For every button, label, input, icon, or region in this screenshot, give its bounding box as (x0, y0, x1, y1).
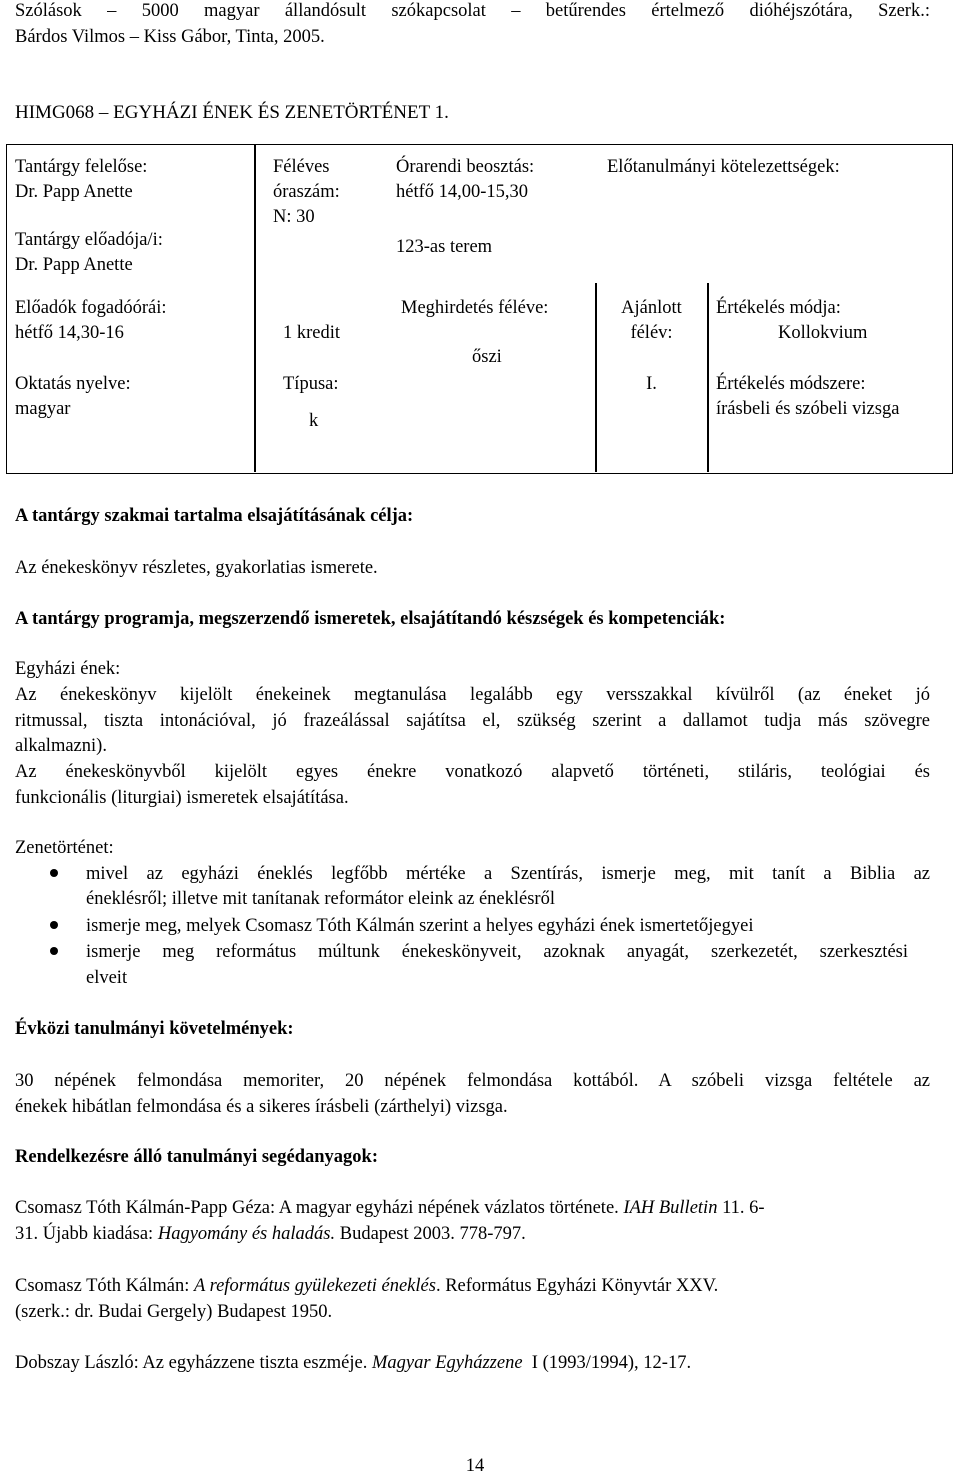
reference-line-1: Szólások – 5000 magyar állandósult szókapcsolat – betűrendes értelmező dióhéjszótára, Szerk.: (15, 1, 930, 21)
meghirdetes-label: Meghirdetés féléve: (401, 298, 549, 318)
meghirdetes-value: őszi (472, 347, 502, 367)
page-number: 14 (465, 1456, 485, 1476)
eloado-value: Dr. Papp Anette (15, 255, 133, 275)
bullet-2: ismerje meg, melyek Csomasz Tóth Kálmán szerint a helyes egyházi ének ismertetőjegyei (86, 916, 754, 936)
program-p1-line-2: ritmussal, tiszta intonációval, jó frazeálással sajátítsa el, szükség szerint a dallamot tudja más szövegre (15, 711, 930, 731)
ertekeles-modszere-label: Értékelés módszere: (716, 374, 866, 394)
program-p1-line-1: Az énekeskönyv kijelölt énekeinek megtanulása legalább egy versszakkal kívülről (az éneket jó (15, 685, 930, 705)
felelos-label: Tantárgy felelőse: (15, 157, 148, 177)
bullet-icon (50, 921, 58, 929)
course-title: HIMG068 – EGYHÁZI ÉNEK ÉS ZENETÖRTÉNET 1. (15, 102, 449, 123)
reference-3: Dobszay László: Az egyházzene tiszta eszméje. Magyar Egyházzene I (1993/1994), 12-17. (15, 1353, 692, 1373)
fogado-label: Előadók fogadóórái: (15, 298, 167, 318)
ertekeles-modja-value: Kollokvium (778, 323, 868, 343)
reference-2-line-1: Csomasz Tóth Kálmán: A református gyülekezeti éneklés. Református Egyházi Könyvtár XXV. (15, 1276, 719, 1296)
oraszam-value: N: 30 (273, 207, 315, 227)
oraszam-label-2: óraszám: (273, 182, 340, 202)
ertekeles-modszere-value: írásbeli és szóbeli vizsga (716, 399, 900, 419)
program-p2-line-1: Az énekeskönyvből kijelölt egyes énekre vonatkozó alapvető történeti, stiláris, teológiai és (15, 762, 930, 782)
ajanlott-value: I. (646, 374, 657, 394)
cel-heading: A tantárgy szakmai tartalma elsajátításának célja: (15, 506, 414, 526)
bullet-3-line-2: elveit (86, 968, 128, 988)
program-p2-line-2: funkcionális (liturgiai) ismeretek elsajátítása. (15, 788, 349, 808)
program-p1-line-3: alkalmazni). (15, 736, 107, 756)
table-divider-v1 (254, 145, 256, 472)
oraszam-label-1: Féléves (273, 157, 330, 177)
ajanlott-label-2: félév: (630, 323, 673, 343)
bullet-3-line-1: ismerje meg református múltunk énekeskönyveit, azoknak anyagát, szerkezetét, szerkesztési (86, 942, 908, 962)
table-divider-v3 (707, 283, 709, 472)
evkozi-line-1: 30 népének felmondása memoriter, 20 népének felmondása kottából. A szóbeli vizsga feltétele az (15, 1071, 930, 1091)
ertekeles-modja-label: Értékelés módja: (716, 298, 841, 318)
orarend-label: Órarendi beosztás: (396, 157, 535, 177)
eloado-label: Tantárgy előadója/i: (15, 230, 163, 250)
nyelv-label: Oktatás nyelve: (15, 374, 131, 394)
bullet-1-line-1: mivel az egyházi éneklés legfőbb mértéke a Szentírás, ismerje meg, mit tanít a Biblia az (86, 864, 930, 884)
reference-line-2: Bárdos Vilmos – Kiss Gábor, Tinta, 2005. (15, 27, 325, 47)
bullet-icon (50, 947, 58, 955)
evkozi-heading: Évközi tanulmányi követelmények: (15, 1019, 294, 1039)
evkozi-line-2: énekek hibátlan felmondása és a sikeres írásbeli (zárthelyi) vizsga. (15, 1097, 508, 1117)
reference-2-line-2: (szerk.: dr. Budai Gergely) Budapest 1950. (15, 1302, 333, 1322)
nyelv-value: magyar (15, 399, 71, 419)
elotanulmanyi-label: Előtanulmányi kötelezettségek: (607, 157, 840, 177)
kredit-value: 1 kredit (283, 323, 341, 343)
reference-1-line-1: Csomasz Tóth Kálmán-Papp Géza: A magyar egyházi népének vázlatos története. IAH Bulletin 11. 6- (15, 1198, 765, 1218)
orarend-room: 123-as terem (396, 237, 493, 257)
egyhazi-enek-label: Egyházi ének: (15, 659, 121, 679)
orarend-time: hétfő 14,00-15,30 (396, 182, 529, 202)
cel-text: Az énekeskönyv részletes, gyakorlatias ismerete. (15, 558, 378, 578)
fogado-value: hétfő 14,30-16 (15, 323, 124, 343)
zenetortenet-label: Zenetörténet: (15, 838, 114, 858)
bullet-1-line-2: éneklésről; illetve mit tanítanak reformátor eleink az éneklésről (86, 889, 555, 909)
ajanlott-label-1: Ajánlott (621, 298, 682, 318)
bullet-icon (50, 869, 58, 877)
course-info-table (6, 144, 953, 474)
felelos-value: Dr. Papp Anette (15, 182, 133, 202)
segedanyagok-heading: Rendelkezésre álló tanulmányi segédanyagok: (15, 1147, 378, 1167)
reference-1-line-2: 31. Újabb kiadása: Hagyomány és haladás. Budapest 2003. 778-797. (15, 1224, 526, 1244)
tipus-label: Típusa: (283, 374, 339, 394)
program-heading: A tantárgy programja, megszerzendő ismeretek, elsajátítandó készségek és kompetenciák: (15, 609, 726, 629)
tipus-value: k (309, 411, 319, 431)
